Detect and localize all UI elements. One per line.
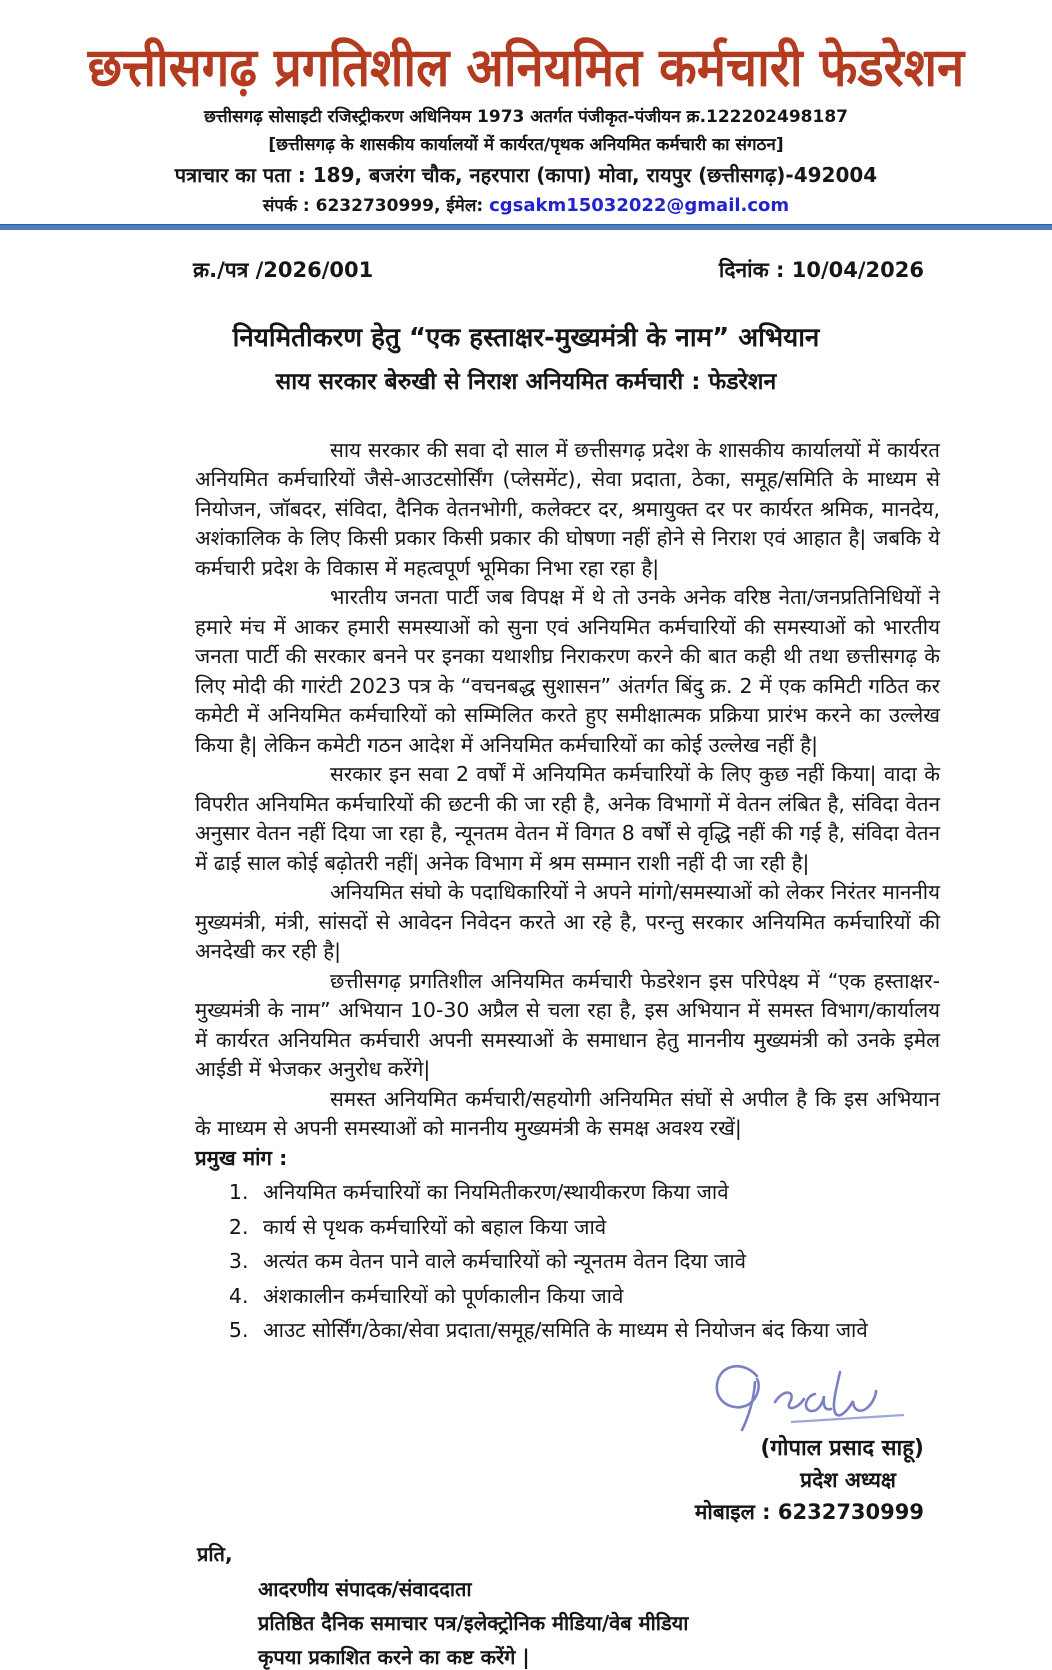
registration-line: छत्तीसगढ़ सोसाइटी रजिस्ट्रीकरण अधिनियम 1973 अतर्गत पंजीकृत-पंजीयन क्र.122202498187 (204, 106, 848, 127)
paragraph-2: भारतीय जनता पार्टी जब विपक्ष में थे तो उनके अनेक वरिष्ठ नेता/जनप्रतिनिधियों ने हमारे मंच में आकर हमारी समस्याओं को सुना एवं अनियमित कर्मचारियों की समस्याओं को भारतीय जनता पार्टी की सरकार बनने पर इनका यथाशीघ्र निराकरण करने की बात कही थी तथा छत्तीसगढ़ के लिए मोदी की गारंटी 2023 पत्र के “वचनबद्ध सुशासन” अंतर्गत बिंदु क्र. 2 में एक कमिटी गठित कर कमेटी में अनियमित कर्मचारियों को सम्मिलित करते हुए समीक्षात्मक प्रक्रिया प्रारंभ करने का उल्लेख किया है| लेकिन कमेटी गठन आदेश में अनियमित कर्मचारियों का कोई उल्लेख नहीं है| (195, 585, 940, 757)
demands-heading: प्रमुख मांग : (195, 1145, 288, 1170)
demand-item-5: 5. आउट सोर्सिंग/ठेका/सेवा प्रदाता/समूह/समिति के माध्यम से नियोजन बंद किया जावे (255, 1316, 940, 1346)
letter-body (195, 436, 940, 1346)
paragraph-3: सरकार इन सवा 2 वर्षों में अनियमित कर्मचारियों के लिए कुछ नहीं किया| वादा के विपरीत अनियमित कर्मचारियों की छटनी की जा रही है, अनेक विभागों में वेतन लंबित है, संविदा वेतन अनुसार वेतन नहीं दिया जा रहा है, न्यूनतम वेतन में विगत 8 वर्षों से वृद्धि नहीं की गई है, संविदा वेतन में ढाई साल कोई बढ़ोतरी नहीं| अनेक विभाग में श्रम सम्मान राशी नहीं दी जा रही है| (195, 762, 940, 875)
organization-description: [छत्तीसगढ़ के शासकीय कार्यालयों में कार्यरत/पृथक अनियमित कर्मचारी का संगठन] (268, 134, 784, 155)
demand-item-4: 4. अंशकालीन कर्मचारियों को पूर्णकालीन किया जावे (255, 1282, 940, 1312)
paragraph-5: छत्तीसगढ़ प्रगतिशील अनियमित कर्मचारी फेडरेशन इस परिपेक्ष्य में “एक हस्ताक्षर-मुख्यमंत्री के नाम” अभियान 10-30 अप्रैल से चला रहा है, इस अभियान में समस्त विभाग/कार्यालय में कार्यरत अनियमित कर्मचारी अपनी समस्याओं के समाधान हेतु माननीय मुख्यमंत्री को उनके इमेल आईडी में भेजकर अनुरोध करेंगे| (195, 968, 940, 1082)
letter-date: दिनांक : 10/04/2026 (718, 257, 924, 282)
copy-recipient-1: आदरणीय संपादक/संवाददाता (258, 1576, 472, 1601)
signatory-name: (गोपाल प्रसाद साहू) (760, 1435, 924, 1461)
masthead (0, 0, 1052, 216)
header-divider-rule (0, 224, 1052, 230)
contact-line (0, 193, 1052, 216)
signature-block (0, 1352, 924, 1526)
contact-prefix: संपर्क : 6232730999, ईमेल: (262, 195, 490, 216)
paragraph-6: समस्त अनियमित कर्मचारी/सहयोगी अनियमित संघों से अपील है कि इस अभियान के माध्यम से अपनी समस्याओं को माननीय मुख्यमंत्री के समक्ष अवश्य रखें| (195, 1086, 940, 1141)
copy-to-section (0, 1540, 1052, 1670)
handwritten-signature-icon (699, 1352, 914, 1440)
email-link[interactable]: cgsakm15032022@gmail.com (489, 194, 790, 216)
letter-number: क्र./पत्र /2026/001 (193, 257, 374, 282)
correspondence-address: पत्राचार का पता : 189, बजरंग चौक, नहरपारा (कापा) मोवा, रायपुर (छत्तीसगढ़)-492004 (174, 162, 878, 187)
paragraph-4: अनियमित संघो के पदाधिकारियों ने अपने मांगो/समस्याओं को लेकर निरंतर माननीय मुख्यमंत्री, मंत्री, सांसदों से आवेदन निवेदन करते आ रहे है, परन्तु सरकार अनियमित कर्मचारियों की अनदेखी कर रही है| (195, 880, 940, 964)
headline-campaign: नियमितीकरण हेतु “एक हस्ताक्षर-मुख्यमंत्री के नाम” अभियान (232, 322, 820, 353)
paragraph-1: साय सरकार की सवा दो साल में छत्तीसगढ़ प्रदेश के शासकीय कार्यालयों में कार्यरत अनियमित कर्मचारियों जैसे-आउटसोर्सिंग (प्लेसमेंट), सेवा प्रदाता, ठेका, समूह/समिति के माध्यम से नियोजन, जॉबदर, संविदा, दैनिक वेतनभोगी, कलेक्टर दर, श्रमायुक्त दर पर कार्यरत श्रमिक, मानदेय, अशंकालिक के लिए किसी प्रकार किसी प्रकार की घोषणा नहीं होने से निराश एवं आहात है| जबकि ये कर्मचारी प्रदेश के विकास में महत्वपूर्ण भूमिका निभा रहा रहा है| (195, 437, 940, 580)
signatory-mobile: मोबाइल : 6232730999 (694, 1499, 924, 1524)
demand-item-3: 3. अत्यंत कम वेतन पाने वाले कर्मचारियों को न्यूनतम वेतन दिया जावे (255, 1247, 940, 1277)
signatory-designation: प्रदेश अध्यक्ष (800, 1467, 896, 1492)
copy-recipient-2: प्रतिष्ठित दैनिक समाचार पत्र/इलेक्ट्रोनिक मीडिया/वेब मीडिया (258, 1610, 689, 1635)
copy-to-label: प्रति, (197, 1541, 233, 1566)
demand-item-2: 2. कार्य से पृथक कर्मचारियों को बहाल किया जावे (255, 1213, 940, 1243)
demand-item-1: 1. अनियमित कर्मचारियों का नियमितीकरण/स्थायीकरण किया जावे (255, 1178, 940, 1208)
organization-title: छत्तीसगढ़ प्रगतिशील अनियमित कर्मचारी फेडरेशन (87, 36, 965, 99)
headline-subtitle: साय सरकार बेरुखी से निराश अनियमित कर्मचारी : फेडरेशन (275, 368, 777, 395)
meta-row (193, 256, 924, 284)
demands-list (195, 1178, 940, 1346)
copy-request-note: कृपया प्रकाशित करने का कष्ट करेंगे | (258, 1644, 530, 1669)
